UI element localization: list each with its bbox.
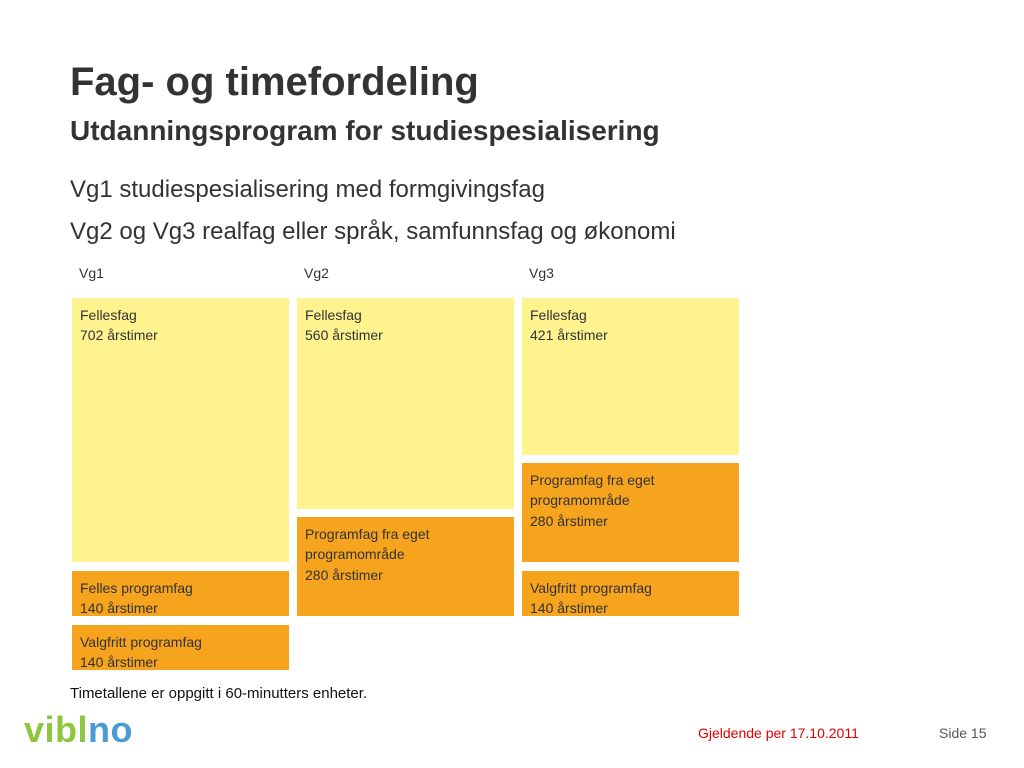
vg1-valgfritt-programfag-block	[72, 625, 289, 670]
block-hours: 140 årstimer	[80, 654, 158, 671]
bullet-vg1: Vg1 studiespesialisering med formgivingsfag	[70, 176, 545, 203]
block-hours: 702 årstimer	[80, 327, 158, 344]
block-hours: 280 årstimer	[305, 566, 383, 583]
vg1-felles-programfag-block	[72, 571, 289, 616]
block-name-cont: programområde	[305, 546, 405, 563]
block-name: Programfag fra eget	[305, 526, 430, 542]
vg3-valgfritt-programfag-block	[522, 571, 739, 616]
block-hours: 140 årstimer	[530, 600, 608, 617]
block-name: Programfag fra eget	[530, 472, 655, 488]
vg1-fellesfag-block	[72, 298, 289, 562]
vg3-programfag-block	[522, 463, 739, 562]
column-label-vg2: Vg2	[304, 265, 329, 281]
block-hours: 140 årstimer	[80, 600, 158, 617]
block-name: Fellesfag	[305, 307, 362, 323]
vg3-fellesfag-block	[522, 298, 739, 455]
slide-subtitle: Utdanningsprogram for studiespesialisering	[70, 115, 660, 146]
vg2-fellesfag-block	[297, 298, 514, 509]
viblno-logo: viblno	[24, 709, 133, 750]
block-name: Valgfritt programfag	[530, 580, 652, 596]
block-name: Felles programfag	[80, 580, 193, 596]
page-number: Side 15	[939, 725, 987, 741]
block-name: Fellesfag	[530, 307, 587, 323]
block-name-cont: programområde	[530, 492, 630, 509]
block-name: Valgfritt programfag	[80, 634, 202, 650]
validity-date: Gjeldende per 17.10.2011	[698, 725, 859, 741]
block-hours: 421 årstimer	[530, 327, 608, 344]
block-hours: 560 årstimer	[305, 327, 383, 344]
column-label-vg1: Vg1	[79, 265, 104, 281]
bullet-vg2-vg3: Vg2 og Vg3 realfag eller språk, samfunnsfag og økonomi	[70, 218, 676, 245]
slide-title: Fag- og timefordeling	[70, 60, 479, 104]
footnote: Timetallene er oppgitt i 60-minutters enheter.	[70, 685, 368, 702]
block-name: Fellesfag	[80, 307, 137, 323]
column-label-vg3: Vg3	[529, 265, 554, 281]
vg2-programfag-block	[297, 517, 514, 616]
block-hours: 280 årstimer	[530, 512, 608, 529]
